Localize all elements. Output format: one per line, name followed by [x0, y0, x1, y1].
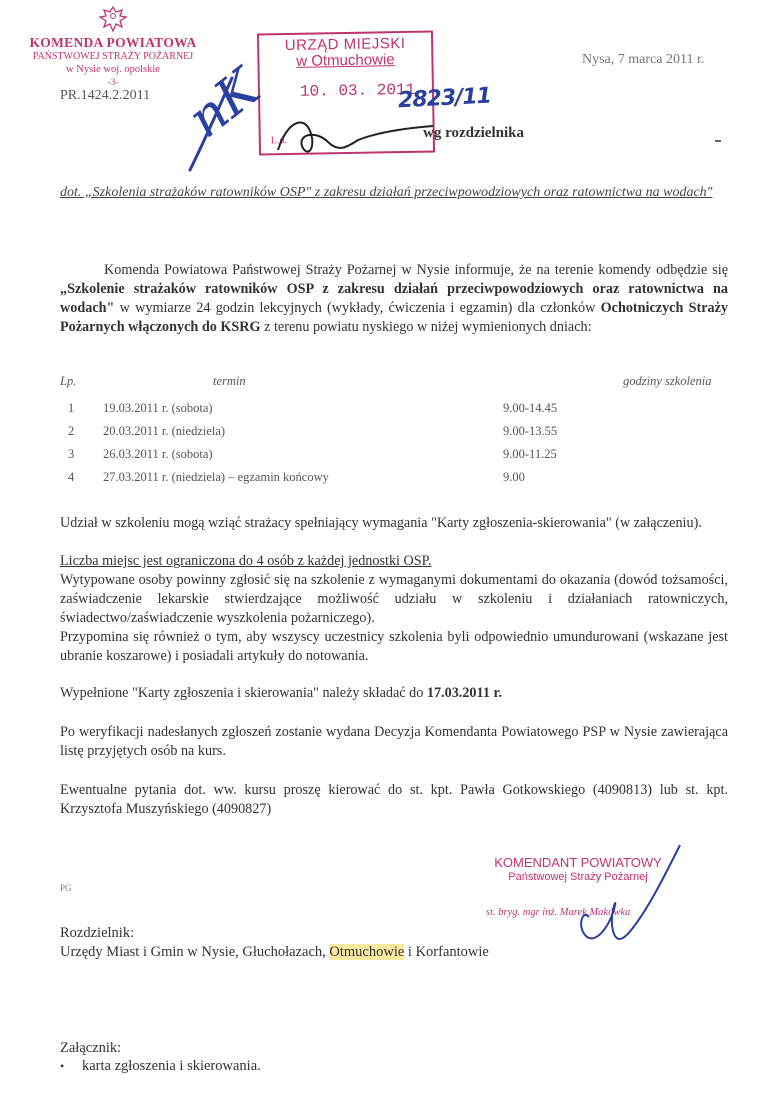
commander-signature-icon [555, 835, 695, 955]
received-stamp-number: 2823/11 [397, 83, 492, 114]
subject-line: dot. „Szkolenia strażaków ratowników OSP" z zakresu działań przeciwpowodziowych oraz ratownictwa na wodach" [60, 185, 713, 200]
schedule-hours: 9.00 [503, 470, 525, 484]
schedule-term: 19.03.2011 r. (sobota) [103, 401, 213, 415]
eagle-emblem-icon [96, 4, 130, 34]
osp-units: Ochotniczych Straży Pożarnych włączonych do KSRG [60, 300, 728, 335]
table-row [60, 420, 753, 443]
reference-number: PR.1424.2.2011 [60, 88, 151, 103]
intro-paragraph [60, 261, 728, 337]
sender-stamp-line4: -3- [107, 77, 119, 87]
deadline-note [60, 684, 728, 703]
schedule-lp: 1 [68, 401, 75, 415]
schedule-header-lp: Lp. [60, 374, 77, 388]
schedule-header-term: termin [213, 374, 246, 388]
schedule-lp: 4 [68, 470, 75, 484]
received-stamp-title1: URZĄD MIEJSKI [284, 34, 406, 55]
contact-note: Ewentualne pytania dot. ww. kursu proszę kierować do st. kpt. Pawła Gotkowskiego (4090813) lub st. kpt. Krzysztofa Muszyńskiego (4090827) [60, 782, 728, 817]
signature-stamp-name: st. bryg. mgr inż. Marek Makówka [486, 907, 631, 918]
signature-stamp-subtitle: Państwowej Straży Pożarnej [508, 871, 648, 883]
distribution-list [60, 944, 489, 961]
page-mark-icon [715, 140, 721, 142]
place-date: Nysa, 7 marca 2011 r. [582, 52, 705, 67]
sender-stamp-line3: w Nysie woj. opolskie [66, 64, 160, 75]
attachment-item: karta zgłoszenia i skierowania. [82, 1058, 261, 1074]
limit-note-wrap [60, 552, 728, 571]
intro-text-2: w wymiarze 24 godzin lekcyjnych (wykłady, ćwiczenia i egzamin) dla członków [114, 300, 601, 316]
deadline-text: Wypełnione "Karty zgłoszenia i skierowania" należy składać do [60, 685, 427, 701]
schedule-lp: 2 [68, 424, 75, 438]
attachment-label: Załącznik: [60, 1040, 122, 1056]
handwritten-mark: nK [177, 58, 272, 150]
handwritten-signature-icon [268, 110, 438, 165]
schedule-table [60, 374, 753, 489]
schedule-header-row [60, 374, 753, 397]
schedule-hours: 9.00-11.25 [503, 447, 557, 461]
distribution-text-after: i Korfantowie [404, 944, 489, 960]
uniform-note: Przypomina się również o tym, aby wszyscy uczestnicy szkolenia byli odpowiednio umundurowani (wskazane jest ubranie koszarowe) i posiadali artykuły do notowania. [60, 629, 728, 664]
distribution-label: Rozdzielnik: [60, 925, 135, 941]
table-row [60, 466, 753, 489]
participation-note: Udział w szkoleniu mogą wziąć strażacy spełniający wymagania "Karty zgłoszenia-skierowania" (w załączeniu). [60, 515, 702, 531]
schedule-hours: 9.00-13.55 [503, 424, 558, 438]
schedule-hours: 9.00-14.45 [503, 401, 558, 415]
schedule-term: 26.03.2011 r. (sobota) [103, 447, 213, 461]
initials: PG [60, 883, 72, 893]
handwritten-check-icon [182, 70, 242, 180]
signature-stamp-title: KOMENDANT POWIATOWY [494, 855, 662, 870]
intro-text-3: z terenu powiatu nyskiego w niżej wymienionych dniach: [260, 319, 592, 335]
schedule-lp: 3 [68, 447, 75, 461]
sender-stamp-line1: KOMENDA POWIATOWA [29, 35, 197, 50]
distribution-text-before: Urzędy Miast i Gmin w Nysie, Głuchołazach, [60, 944, 330, 960]
attachment-bullet: • [60, 1059, 65, 1073]
deadline-date: 17.03.2011 r. [426, 685, 503, 701]
sender-stamp-line2: PAŃSTWOWEJ STRAŻY POŻARNEJ [32, 51, 194, 62]
intro-text-1: Komenda Powiatowa Państwowej Straży Pożarnej w Nysie informuje, że na terenie komendy odbędzie się [104, 262, 728, 278]
schedule-term: 27.03.2011 r. (niedziela) – egzamin końcowy [103, 470, 329, 484]
received-stamp-date: 10. 03. 2011 [299, 80, 416, 101]
table-row [60, 397, 753, 420]
verification-note: Po weryfikacji nadesłanych zgłoszeń zostanie wydana Decyzja Komendanta Powiatowego PSP w Nysie zawierająca listę przyjętych osób na kurs. [60, 724, 728, 759]
received-stamp-title2: w Otmuchowie [296, 51, 395, 70]
table-row [60, 443, 753, 466]
limit-note: Liczba miejsc jest ograniczona do 4 osób z każdej jednostki OSP. [60, 553, 432, 569]
addressee: wg rozdzielnika [423, 125, 524, 141]
documents-note: Wytypowane osoby powinny zgłosić się na szkolenie z wymaganymi dokumentami do okazania (dowód tożsamości, zaświadczenie lekarskie stwierdzające możliwość udziału w szkoleniu i działaniach ratowniczych, świadectwo/zaświadczenie wyszkolenia pożarniczego). [60, 572, 728, 626]
schedule-term: 20.03.2011 r. (niedziela) [103, 424, 226, 438]
distribution-highlight: Otmuchowie [329, 944, 405, 960]
received-stamp-ld-label: L.d. [270, 135, 288, 147]
schedule-header-hours: godziny szkolenia [623, 374, 712, 388]
course-name: „Szkolenie strażaków ratowników OSP z zakresu działań przeciwpowodziowych oraz ratownictwa na wodach" [60, 281, 728, 316]
